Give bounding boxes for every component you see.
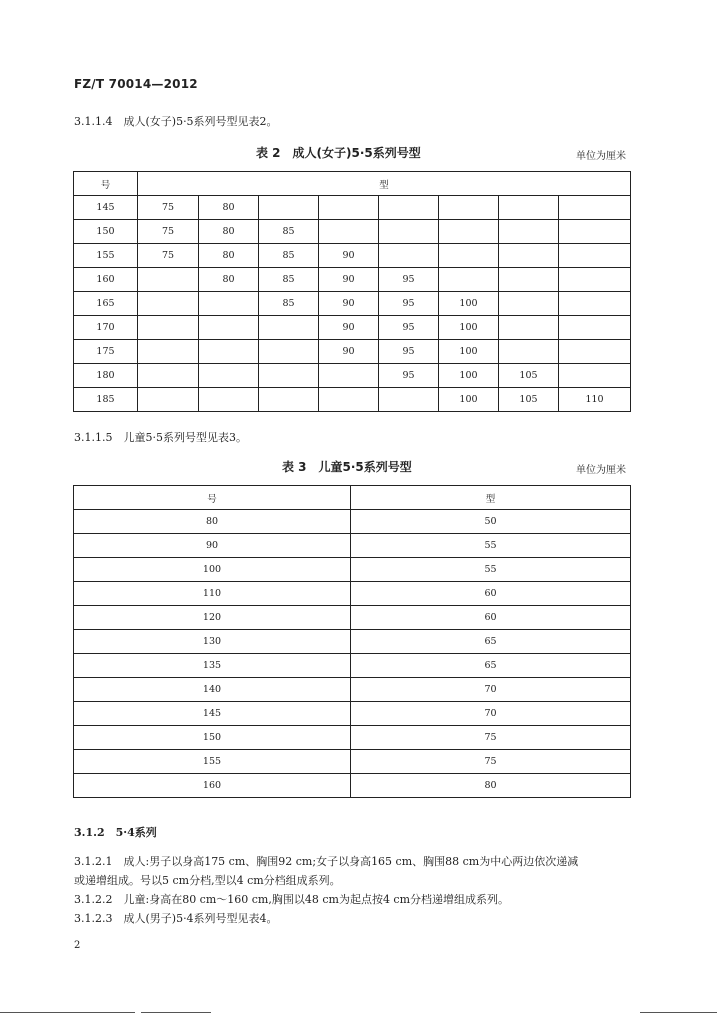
footer-rule-mid — [141, 1012, 211, 1013]
table2-xing-cell — [379, 388, 439, 412]
table2-xing-cell: 85 — [259, 292, 319, 316]
clause-3115: 3.1.1.5 儿童5·5系列号型见表3。 — [74, 431, 247, 444]
table2-xing-cell: 90 — [319, 292, 379, 316]
clause-3121-line1: 3.1.2.1 成人:男子以身高175 cm、胸围92 cm;女子以身高165 cm、胸围88 cm为中心两边依次递减 — [74, 855, 579, 868]
table2-row — [74, 220, 631, 244]
table3-xing-cell: 65 — [351, 654, 631, 678]
table3-row — [74, 534, 631, 558]
table3-xing-cell: 70 — [351, 702, 631, 726]
table2-xing-cell — [138, 316, 199, 340]
table2-xing-cell — [499, 340, 559, 364]
table3-row — [74, 774, 631, 798]
table2-row — [74, 244, 631, 268]
table2-xing-cell: 95 — [379, 292, 439, 316]
table2-xing-cell: 85 — [259, 220, 319, 244]
table2-xing-cell — [138, 340, 199, 364]
table2-xing-cell — [259, 340, 319, 364]
table3-col-xing: 型 — [351, 486, 631, 510]
table2-xing-cell — [499, 316, 559, 340]
section-312: 3.1.2 5·4系列 — [74, 826, 157, 839]
table2-row — [74, 196, 631, 220]
footer-rule-left — [0, 1012, 135, 1013]
table2-hao-cell: 160 — [74, 268, 138, 292]
table3-xing-cell: 80 — [351, 774, 631, 798]
table2-xing-cell — [199, 292, 259, 316]
table2-row — [74, 292, 631, 316]
table2-xing-cell: 85 — [259, 244, 319, 268]
table2-hao-cell: 155 — [74, 244, 138, 268]
table2-xing-cell — [499, 292, 559, 316]
table2-xing-cell — [199, 340, 259, 364]
table2-xing-cell — [559, 220, 631, 244]
table2-hao-cell: 150 — [74, 220, 138, 244]
table2-row — [74, 388, 631, 412]
table2-xing-cell — [319, 364, 379, 388]
table2-xing-cell: 95 — [379, 316, 439, 340]
table2-hao-cell: 180 — [74, 364, 138, 388]
table2-xing-cell: 90 — [319, 340, 379, 364]
table3-xing-cell: 75 — [351, 726, 631, 750]
table2-xing-cell: 95 — [379, 268, 439, 292]
page-number: 2 — [74, 940, 81, 951]
table2-xing-cell — [199, 364, 259, 388]
table3-hao-cell: 80 — [74, 510, 351, 534]
table3-xing-cell: 65 — [351, 630, 631, 654]
table2-xing-cell — [319, 388, 379, 412]
table2-xing-cell — [559, 292, 631, 316]
table2-xing-cell: 90 — [319, 268, 379, 292]
table2-xing-cell: 100 — [439, 340, 499, 364]
table2-xing-cell — [259, 388, 319, 412]
table2-xing-cell: 85 — [259, 268, 319, 292]
table3-hao-cell: 90 — [74, 534, 351, 558]
table2-col-hao: 号 — [74, 172, 138, 196]
table3-row — [74, 510, 631, 534]
table2-xing-cell — [259, 364, 319, 388]
table3-unit: 单位为厘米 — [576, 465, 626, 476]
table3-row — [74, 606, 631, 630]
table3-hao-cell: 140 — [74, 678, 351, 702]
table2-header-row — [74, 172, 631, 196]
table3-hao-cell: 100 — [74, 558, 351, 582]
table3-row — [74, 582, 631, 606]
table2-xing-cell: 80 — [199, 196, 259, 220]
table2-hao-cell: 185 — [74, 388, 138, 412]
table3-xing-cell: 70 — [351, 678, 631, 702]
table3-hao-cell: 130 — [74, 630, 351, 654]
table2-xing-cell: 75 — [138, 220, 199, 244]
table3-xing-cell: 60 — [351, 582, 631, 606]
table3-hao-cell: 160 — [74, 774, 351, 798]
table2-xing-cell: 75 — [138, 244, 199, 268]
table2-xing-cell — [138, 388, 199, 412]
table3-caption: 表 3 儿童5·5系列号型 — [282, 460, 412, 474]
table2-xing-cell: 80 — [199, 268, 259, 292]
table2-xing-cell — [439, 244, 499, 268]
table3-hao-cell: 135 — [74, 654, 351, 678]
table2-xing-cell — [559, 316, 631, 340]
table3-row — [74, 558, 631, 582]
table3-row — [74, 630, 631, 654]
table3-xing-cell: 55 — [351, 534, 631, 558]
table2-xing-cell — [559, 268, 631, 292]
table2-xing-cell — [379, 244, 439, 268]
table2-hao-cell: 145 — [74, 196, 138, 220]
table2-hao-cell: 165 — [74, 292, 138, 316]
table3-header-row — [74, 486, 631, 510]
table2-xing-cell: 90 — [319, 316, 379, 340]
table2-xing-cell: 80 — [199, 244, 259, 268]
table3-col-hao: 号 — [74, 486, 351, 510]
table2-xing-cell — [319, 220, 379, 244]
table2-xing-cell — [499, 268, 559, 292]
standard-number: FZ/T 70014—2012 — [74, 77, 198, 91]
table2-row — [74, 268, 631, 292]
table3-xing-cell: 75 — [351, 750, 631, 774]
table3-xing-cell: 55 — [351, 558, 631, 582]
table2-xing-cell — [559, 196, 631, 220]
table2-hao-cell: 175 — [74, 340, 138, 364]
table2-xing-cell — [559, 364, 631, 388]
table2-xing-cell — [259, 196, 319, 220]
table2-xing-cell — [439, 196, 499, 220]
table2-xing-cell: 110 — [559, 388, 631, 412]
table3-row — [74, 654, 631, 678]
table2-xing-cell — [138, 268, 199, 292]
footer-rule-right — [640, 1012, 717, 1013]
table2-xing-cell — [138, 292, 199, 316]
table2-xing-cell: 100 — [439, 388, 499, 412]
table2-xing-cell — [439, 220, 499, 244]
table2-xing-cell: 105 — [499, 364, 559, 388]
table2-xing-cell: 80 — [199, 220, 259, 244]
table2-xing-cell: 100 — [439, 364, 499, 388]
table3-row — [74, 678, 631, 702]
table2 — [73, 171, 631, 412]
table2-xing-cell — [499, 220, 559, 244]
table3-row — [74, 750, 631, 774]
table2-row — [74, 316, 631, 340]
table2-xing-cell: 95 — [379, 364, 439, 388]
table3-row — [74, 726, 631, 750]
table2-xing-cell — [379, 196, 439, 220]
table3 — [73, 485, 631, 798]
table2-xing-cell — [559, 340, 631, 364]
table2-xing-cell — [259, 316, 319, 340]
table3-xing-cell: 50 — [351, 510, 631, 534]
table2-xing-cell: 105 — [499, 388, 559, 412]
table3-hao-cell: 120 — [74, 606, 351, 630]
table2-xing-cell — [199, 316, 259, 340]
clause-3114: 3.1.1.4 成人(女子)5·5系列号型见表2。 — [74, 115, 278, 128]
clause-3123: 3.1.2.3 成人(男子)5·4系列号型见表4。 — [74, 912, 278, 925]
table2-col-xing: 型 — [138, 172, 631, 196]
table2-hao-cell: 170 — [74, 316, 138, 340]
table2-xing-cell — [499, 196, 559, 220]
table2-xing-cell: 95 — [379, 340, 439, 364]
table2-unit: 单位为厘米 — [576, 151, 626, 162]
table2-xing-cell — [499, 244, 559, 268]
table2-xing-cell — [138, 364, 199, 388]
table3-hao-cell: 145 — [74, 702, 351, 726]
table2-xing-cell: 75 — [138, 196, 199, 220]
table2-xing-cell: 90 — [319, 244, 379, 268]
table3-row — [74, 702, 631, 726]
table2-xing-cell — [199, 388, 259, 412]
table2-caption: 表 2 成人(女子)5·5系列号型 — [256, 146, 421, 160]
table3-hao-cell: 110 — [74, 582, 351, 606]
table2-row — [74, 364, 631, 388]
table2-xing-cell — [319, 196, 379, 220]
table2-row — [74, 340, 631, 364]
table3-hao-cell: 150 — [74, 726, 351, 750]
table3-hao-cell: 155 — [74, 750, 351, 774]
clause-3122: 3.1.2.2 儿童:身高在80 cm～160 cm,胸围以48 cm为起点按4 cm分档递增组成系列。 — [74, 893, 510, 906]
table2-xing-cell: 100 — [439, 316, 499, 340]
table2-xing-cell — [439, 268, 499, 292]
table3-xing-cell: 60 — [351, 606, 631, 630]
table2-xing-cell: 100 — [439, 292, 499, 316]
table2-xing-cell — [379, 220, 439, 244]
clause-3121-line2: 或递增组成。号以5 cm分档,型以4 cm分档组成系列。 — [74, 874, 341, 887]
table2-xing-cell — [559, 244, 631, 268]
